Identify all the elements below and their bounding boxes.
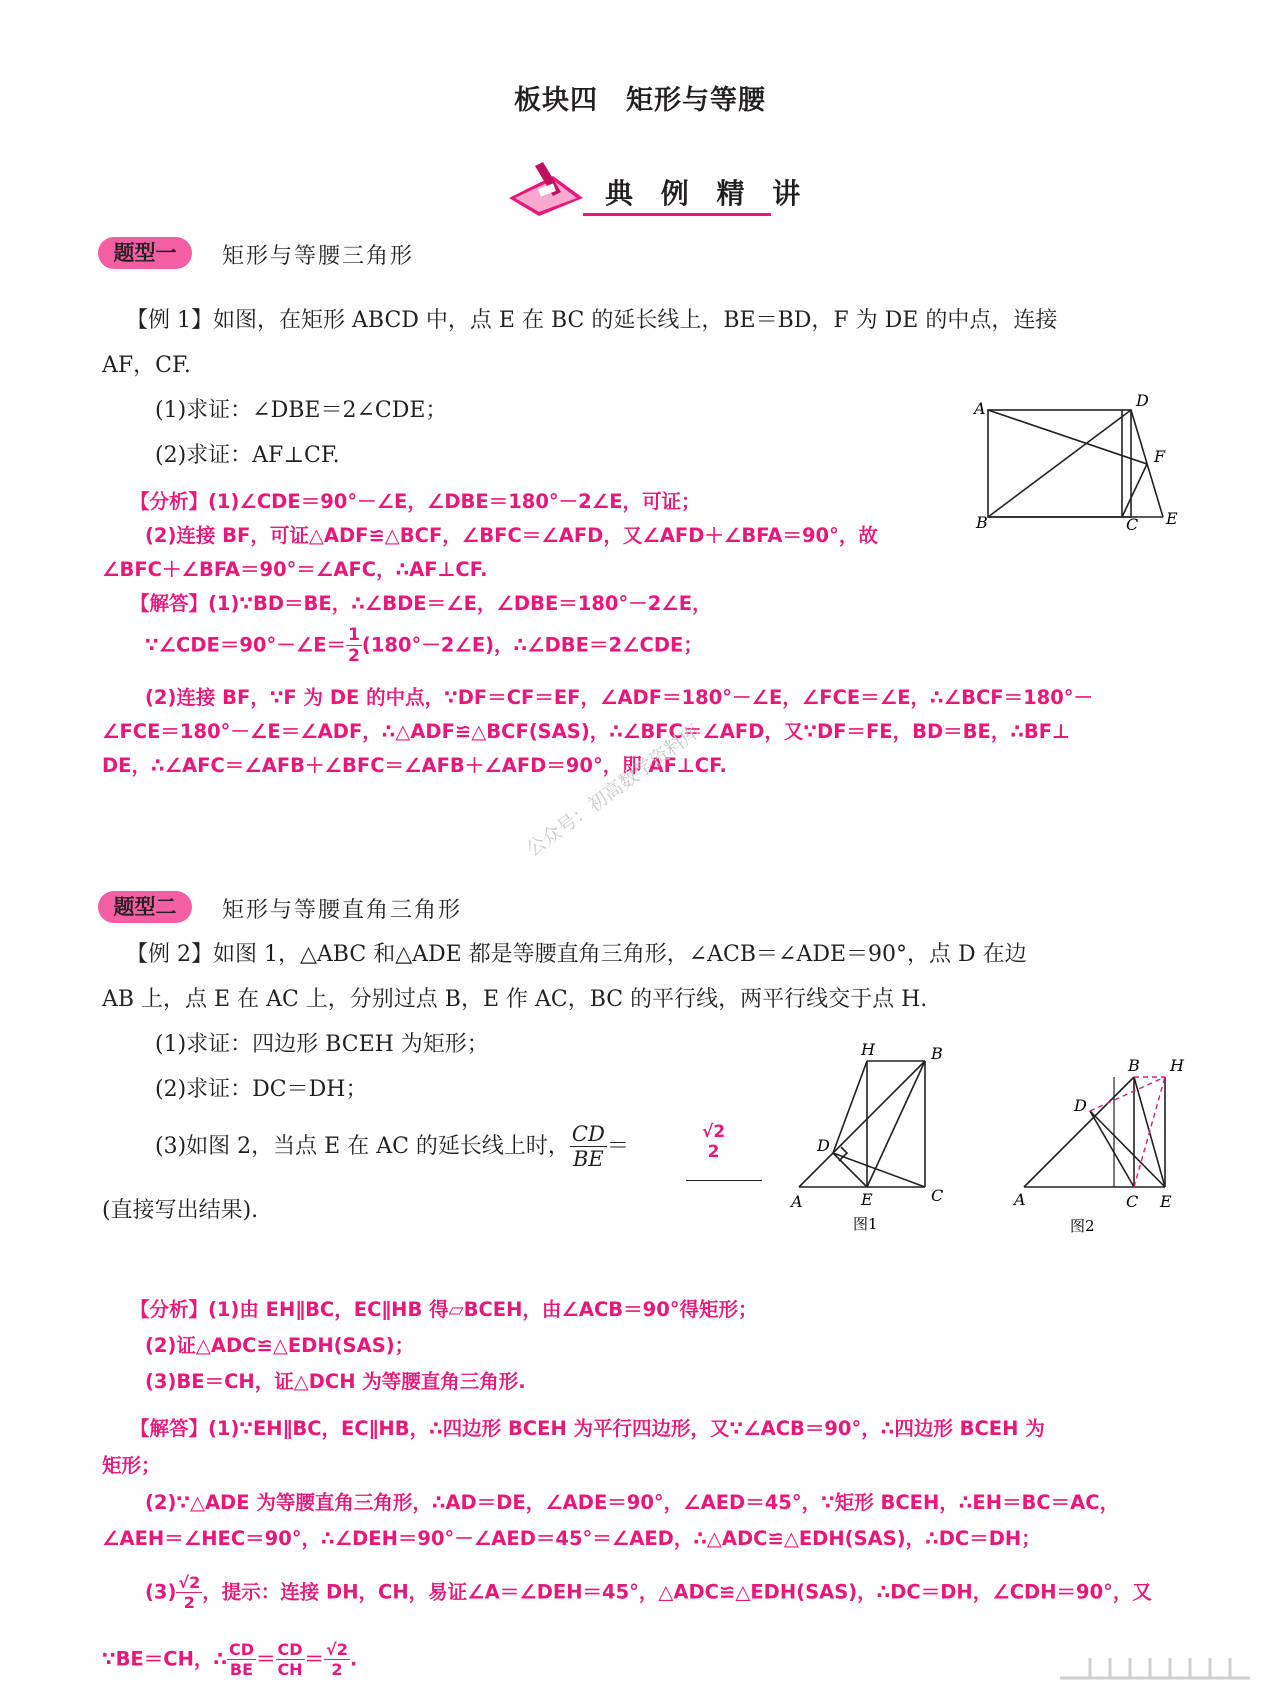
fig1-label-e: E (1166, 509, 1178, 528)
fig22-label-b: B (1128, 1056, 1140, 1075)
example2-line1: 【例 2】如图 1，△ABC 和△ADE 都是等腰直角三角形，∠ACB＝∠ADE＝90°，点 D 在边 (126, 942, 1027, 967)
fig22-label-h: H (1170, 1056, 1184, 1075)
fig1-label-f: F (1154, 447, 1166, 466)
fig1-label-c: C (1126, 515, 1139, 530)
answer1-line2: ∵∠CDE＝90°－∠E＝ $\frac{1}{2}$ (180°－2∠E)，∴∠DBE＝2∠CDE； (145, 625, 703, 666)
answer1-line4: ∠FCE＝180°－∠E＝∠ADF，∴△ADF≌△BCF(SAS)，∴∠BFC＝∠AFD，又∵DF＝FE，BD＝BE，∴BF⊥ (102, 720, 1070, 743)
fig22-label-c: C (1126, 1192, 1139, 1211)
figure-rectangle-abcd (970, 390, 1180, 530)
analysis2-line1: 【分析】(1)由 EH∥BC，EC∥HB 得▱BCEH，由∠ACB＝90°得矩形； (130, 1298, 758, 1321)
example1-q1: (1)求证：∠DBE＝2∠CDE； (155, 398, 448, 423)
fig21-label-a: A (791, 1192, 803, 1211)
example1-line1: 【例 1】如图，在矩形 ABCD 中，点 E 在 BC 的延长线上，BE＝BD，F 为 DE 的中点，连接 (126, 308, 1058, 333)
example2-q1: (1)求证：四边形 BCEH 为矩形； (155, 1032, 489, 1057)
answer1-line5: DE，∴∠AFC＝∠AFB＋∠BFC＝∠AFB＋∠AFD＝90°，即 AF⊥CF. (102, 754, 727, 777)
fig1-label-a: A (974, 399, 986, 418)
easel-icon (505, 158, 595, 218)
figure-2-1 (785, 1035, 960, 1235)
answer2-line4: ∠AEH＝∠HEC＝90°，∴∠DEH＝90°－∠AED＝45°＝∠AED，∴△ADC≌△EDH(SAS)，∴DC＝DH； (102, 1527, 1041, 1550)
example2-q3-note: (直接写出结果). (102, 1198, 259, 1223)
type1-title: 矩形与等腰三角形 (222, 244, 415, 269)
fig1-label-b: B (976, 513, 988, 530)
badge-underline (583, 213, 771, 216)
fig21-label-e: E (861, 1190, 873, 1209)
type2-title: 矩形与等腰直角三角形 (222, 898, 463, 923)
answer-blank (686, 1180, 762, 1181)
fig21-caption: 图1 (853, 1215, 878, 1233)
type1-pill: 题型一 (98, 237, 192, 269)
corner-logo (1050, 1652, 1260, 1682)
answer2-line1: 【解答】(1)∵EH∥BC，EC∥HB，∴四边形 BCEH 为平行四边形，又∵∠ACB＝90°，∴四边形 BCEH 为 (130, 1417, 1045, 1440)
answer2-line3: (2)∵△ADE 为等腰直角三角形，∴AD＝DE，∠ADE＝90°，∠AED＝45°，∵矩形 BCEH，∴EH＝BC＝AC， (145, 1491, 1120, 1514)
fig21-label-h: H (861, 1040, 875, 1059)
example1-q2: (2)求证：AF⊥CF. (155, 443, 340, 468)
analysis2-line2: (2)证△ADC≌△EDH(SAS)； (145, 1334, 415, 1357)
analysis2-line3: (3)BE＝CH，证△DCH 为等腰直角三角形. (145, 1370, 526, 1393)
q3-answer: √2 2 (702, 1122, 726, 1162)
watermark: 公众号：初高数学资料库 (522, 720, 705, 862)
fig22-label-e: E (1160, 1192, 1172, 1211)
figure-2-2 (1010, 1045, 1190, 1235)
fig21-label-d: D (817, 1136, 830, 1155)
answer1-line1: 【解答】(1)∵BD＝BE，∴∠BDE＝∠E，∠DBE＝180°－2∠E， (130, 592, 712, 615)
analysis1-line3: ∠BFC＋∠BFA＝90°＝∠AFC，∴AF⊥CF. (102, 558, 488, 581)
analysis1-line1: 【分析】(1)∠CDE＝90°－∠E，∠DBE＝180°－2∠E，可证； (130, 490, 701, 513)
example2-line2: AB 上，点 E 在 AC 上，分别过点 B，E 作 AC，BC 的平行线，两平行线交于点 H. (102, 987, 928, 1012)
example2-q3: (3)如图 2，当点 E 在 AC 的延长线上时， $\frac{CD}{BE}$ ＝ (155, 1122, 629, 1171)
answer2-line2: 矩形； (102, 1454, 161, 1477)
section-badge-label: 典 例 精 讲 (605, 177, 810, 210)
example2-q2: (2)求证：DC＝DH； (155, 1077, 368, 1102)
type2-pill: 题型二 (98, 891, 192, 923)
answer1-line3: (2)连接 BF，∵F 为 DE 的中点，∵DF＝CF＝EF，∠ADF＝180°－∠E，∠FCE＝∠E，∴∠BCF＝180°－ (145, 686, 1094, 709)
page-title: 板块四 矩形与等腰 (514, 85, 766, 116)
answer2-line5: (3) $\frac{√2}{2}$ ，提示：连接 DH，CH，易证∠A＝∠DEH＝45°，△ADC≌△EDH(SAS)，∴DC＝DH，∠CDH＝90°，又 (145, 1573, 1152, 1612)
fig1-label-d: D (1136, 391, 1149, 410)
fig22-label-d: D (1074, 1096, 1087, 1115)
fig21-label-b: B (931, 1044, 943, 1063)
analysis1-line2: (2)连接 BF，可证△ADF≌△BCF，∠BFC＝∠AFD，又∠AFD＋∠BFA＝90°，故 (145, 524, 878, 547)
fig21-label-c: C (931, 1186, 944, 1205)
fig22-label-a: A (1014, 1190, 1026, 1209)
answer2-line6: ∵BE＝CH，∴ $\frac{CD}{BE}$ ＝ $\frac{CD}{CH}$ ＝ $\frac{√2}{2}$ . (102, 1640, 358, 1679)
example1-line2: AF，CF. (102, 353, 191, 378)
fig22-caption: 图2 (1070, 1217, 1095, 1235)
